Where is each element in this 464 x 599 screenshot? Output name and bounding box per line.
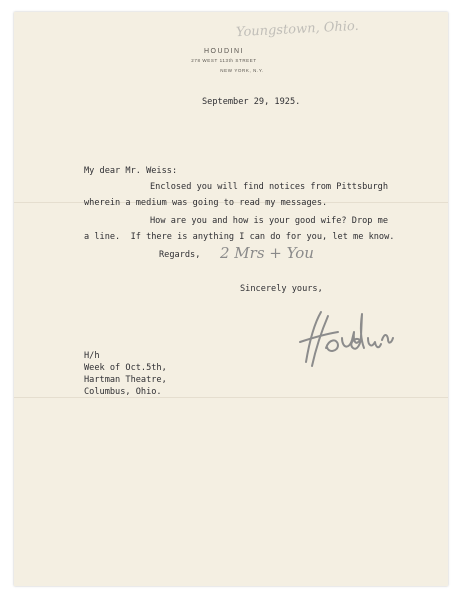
- closing: Sincerely yours,: [240, 284, 323, 294]
- pencil-annotation: Youngstown, Ohio.: [235, 18, 360, 41]
- regards: Regards,: [159, 250, 201, 260]
- body-line: wherein a medium was going to read my messages.: [84, 198, 328, 208]
- letter-date: September 29, 1925.: [202, 97, 301, 107]
- letterhead-city: NEW YORK, N.Y.: [220, 68, 264, 73]
- signature: [296, 308, 404, 370]
- footer-initials: H/h: [84, 351, 100, 361]
- letter-paper: [14, 12, 448, 586]
- letterhead-name: HOUDINI: [203, 48, 245, 55]
- handwritten-regards: 2 Mrs + You: [220, 244, 314, 262]
- salutation: My dear Mr. Weiss:: [84, 166, 178, 176]
- footer-line: Columbus, Ohio.: [84, 387, 162, 397]
- letterhead: [164, 48, 284, 73]
- body-line: Enclosed you will find notices from Pittsburgh: [150, 182, 388, 192]
- letterhead-address: 278 WEST 113th STREET: [191, 58, 257, 63]
- body-line: How are you and how is your good wife? Drop me: [150, 216, 388, 226]
- footer-line: Hartman Theatre,: [84, 375, 167, 385]
- body-line: a line. If there is anything I can do for you, let me know.: [84, 232, 395, 242]
- footer-line: Week of Oct.5th,: [84, 363, 167, 373]
- fold-line: [14, 397, 448, 398]
